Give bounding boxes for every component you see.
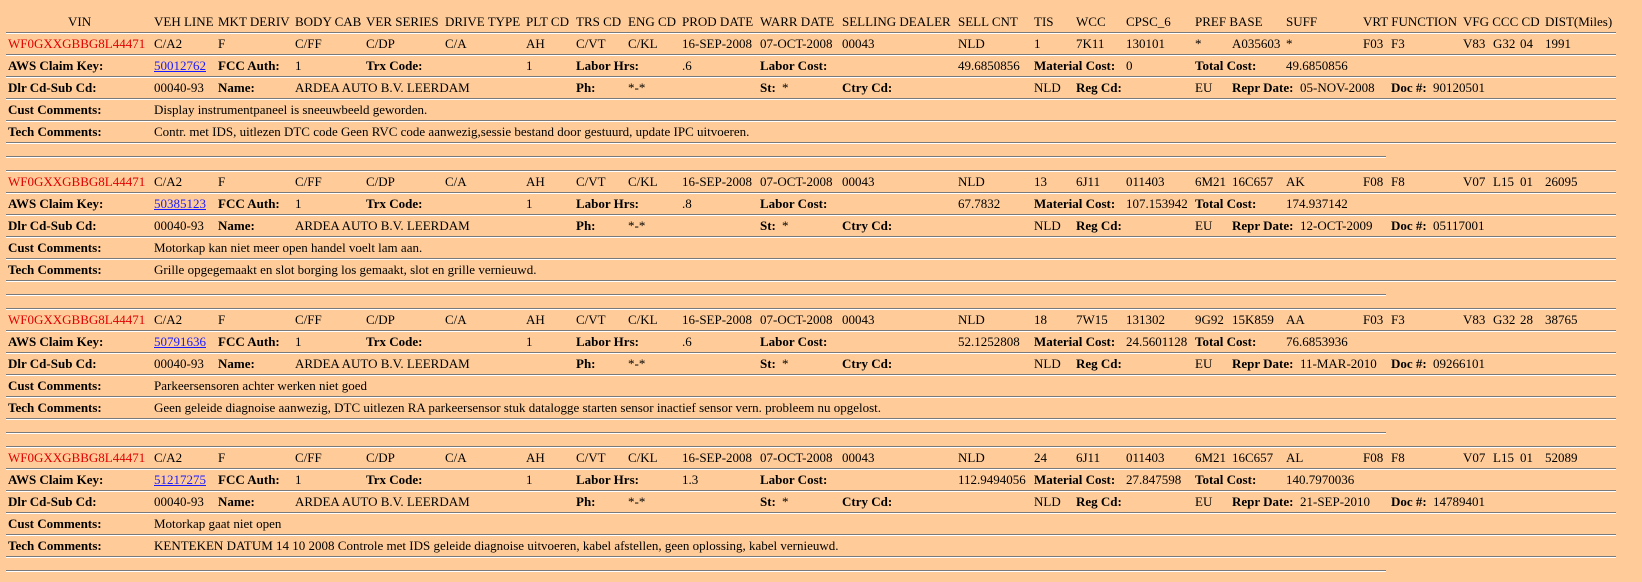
st-value: * (782, 356, 789, 371)
trs-value: C/VT (576, 36, 606, 51)
st-value: * (782, 80, 789, 95)
dist-value: 52089 (1545, 450, 1578, 465)
eng-value: C/KL (628, 174, 658, 189)
col-header-mkt-deriv: MKT DERIV (218, 14, 290, 29)
material-cost-label: Material Cost: (1034, 196, 1116, 211)
veh-line-value: C/A2 (154, 450, 183, 465)
drive-value: C/A (445, 36, 467, 51)
function-value: F3 (1391, 312, 1405, 327)
mkt-deriv-value: F (218, 450, 226, 465)
labor-cost-label: Labor Cost: (760, 196, 828, 211)
trs-value: C/VT (576, 450, 606, 465)
trx-code-value: 1 (526, 196, 533, 211)
ccc-value: L15 (1493, 174, 1514, 189)
cust-comments-value: Motorkap gaat niet open (154, 516, 282, 531)
divider (6, 352, 1616, 354)
ph-label: Ph: (576, 494, 596, 509)
body-value: C/FF (295, 450, 322, 465)
reg-cd-label: Reg Cd: (1076, 494, 1122, 509)
pref-value: 6M21 (1195, 450, 1227, 465)
col-header-warr-date: WARR DATE (760, 14, 835, 29)
eng-value: C/KL (628, 312, 658, 327)
claim-record-3 (0, 276, 1642, 416)
divider (6, 192, 1616, 194)
col-header-prod-date: PROD DATE (682, 14, 754, 29)
doc-label: Doc #: (1391, 218, 1427, 233)
ctry-cd-label: Ctry Cd: (842, 494, 893, 509)
trx-code-label: Trx Code: (366, 472, 423, 487)
st-value: * (782, 494, 789, 509)
divider (6, 396, 1616, 398)
tech-comments-label: Tech Comments: (8, 262, 102, 277)
ccc-value: G32 (1493, 312, 1516, 327)
st-label: St: (760, 80, 776, 95)
aws-claim-key-label: AWS Claim Key: (8, 334, 104, 349)
labor-hrs-value: .6 (682, 334, 692, 349)
repr-date-label: Repr Date: (1232, 494, 1294, 509)
reg-cd-label: Reg Cd: (1076, 218, 1122, 233)
dealer-value: 00043 (842, 450, 875, 465)
base-value: 16C657 (1232, 174, 1274, 189)
tech-comments-value: KENTEKEN DATUM 14 10 2008 Controle met IDS geleide diagnoise uitvoeren, kabel afstellen, geen oplossing, kabel vernieuwd. (154, 538, 839, 553)
labor-cost-label: Labor Cost: (760, 58, 828, 73)
reg-cd-value: EU (1195, 356, 1213, 371)
dlr-cd-value: 00040-93 (154, 218, 204, 233)
divider (6, 330, 1616, 332)
repr-date-value: 11-MAR-2010 (1300, 356, 1377, 371)
trs-value: C/VT (576, 312, 606, 327)
divider (6, 534, 1616, 536)
fcc-auth-label: FCC Auth: (218, 58, 280, 73)
fcc-auth-label: FCC Auth: (218, 196, 280, 211)
labor-hrs-value: 1.3 (682, 472, 699, 487)
reg-cd-value: EU (1195, 218, 1213, 233)
labor-hrs-value: .8 (682, 196, 692, 211)
cust-comments-label: Cust Comments: (8, 102, 102, 117)
tech-comments-label: Tech Comments: (8, 124, 102, 139)
vrt-value: F08 (1363, 450, 1384, 465)
divider (6, 98, 1616, 100)
sell-cnt-value: NLD (958, 174, 985, 189)
total-cost-label: Total Cost: (1195, 334, 1257, 349)
col-header-ver-series: VER SERIES (366, 14, 439, 29)
veh-line-value: C/A2 (154, 174, 183, 189)
fcc-auth-label: FCC Auth: (218, 334, 280, 349)
reg-cd-label: Reg Cd: (1076, 80, 1122, 95)
ccc-value: L15 (1493, 450, 1514, 465)
drive-value: C/A (445, 174, 467, 189)
reg-cd-value: EU (1195, 80, 1213, 95)
fcc-auth-value: 1 (295, 58, 302, 73)
material-cost-value: 0 (1126, 58, 1133, 73)
trx-code-value: 1 (526, 334, 533, 349)
ph-value: *-* (628, 494, 646, 509)
dealer-value: 00043 (842, 174, 875, 189)
divider (6, 512, 1616, 514)
repr-date-label: Repr Date: (1232, 356, 1294, 371)
mkt-deriv-value: F (218, 174, 226, 189)
suff-value: * (1286, 36, 1293, 51)
tis-value: 18 (1034, 312, 1047, 327)
claim-key-link[interactable]: 50012762 (154, 58, 206, 73)
cust-comments-label: Cust Comments: (8, 240, 102, 255)
doc-label: Doc #: (1391, 494, 1427, 509)
drive-value: C/A (445, 312, 467, 327)
total-cost-value: 140.7970036 (1286, 472, 1355, 487)
tech-comments-value: Grille opgegemaakt en slot borging los gemaakt, slot en grille vernieuwd. (154, 262, 537, 277)
aws-claim-key-label: AWS Claim Key: (8, 58, 104, 73)
ctry-cd-value: NLD (1034, 218, 1061, 233)
col-header-trs-cd: TRS CD (576, 14, 622, 29)
ver-value: C/DP (366, 174, 395, 189)
divider (6, 170, 1616, 172)
dlr-cd-label: Dlr Cd-Sub Cd: (8, 80, 97, 95)
labor-cost-value: 67.7832 (958, 196, 1001, 211)
wcc-value: 6J11 (1076, 174, 1101, 189)
divider (6, 556, 1616, 558)
doc-value: 14789401 (1433, 494, 1485, 509)
col-header-wcc: WCC (1076, 14, 1106, 29)
claim-record-1 (0, 0, 1642, 140)
claim-key-link[interactable]: 51217275 (154, 472, 206, 487)
cpsc-value: 011403 (1126, 174, 1165, 189)
cust-comments-value: Motorkap kan niet meer open handel voelt lam aan. (154, 240, 423, 255)
vin-value: WF0GXXGBBG8L44471 (8, 312, 146, 327)
dlr-cd-label: Dlr Cd-Sub Cd: (8, 494, 97, 509)
col-header-cpsc: CPSC_6 (1126, 14, 1171, 29)
doc-value: 09266101 (1433, 356, 1485, 371)
warr-date-value: 07-OCT-2008 (760, 450, 833, 465)
col-header-veh-line: VEH LINE (154, 14, 214, 29)
reg-cd-label: Reg Cd: (1076, 356, 1122, 371)
ver-value: C/DP (366, 36, 395, 51)
ctry-cd-value: NLD (1034, 494, 1061, 509)
labor-hrs-label: Labor Hrs: (576, 196, 639, 211)
col-header-selling-dealer: SELLING DEALER (842, 14, 951, 29)
name-label: Name: (218, 218, 255, 233)
cd-value: 04 (1520, 36, 1533, 51)
ph-label: Ph: (576, 80, 596, 95)
trx-code-label: Trx Code: (366, 196, 423, 211)
cust-comments-value: Display instrumentpaneel is sneeuwbeeld geworden. (154, 102, 428, 117)
aws-claim-key-label: AWS Claim Key: (8, 472, 104, 487)
vrt-value: F08 (1363, 174, 1384, 189)
divider (6, 54, 1616, 56)
fcc-auth-label: FCC Auth: (218, 472, 280, 487)
body-value: C/FF (295, 174, 322, 189)
dealer-name-value: ARDEA AUTO B.V. LEERDAM (295, 494, 470, 509)
labor-cost-value: 52.1252808 (958, 334, 1020, 349)
vfg-value: V07 (1463, 450, 1486, 465)
col-header-suff: SUFF (1286, 14, 1318, 29)
doc-value: 05117001 (1433, 218, 1485, 233)
cpsc-value: 011403 (1126, 450, 1165, 465)
ctry-cd-value: NLD (1034, 80, 1061, 95)
plt-value: AH (526, 312, 545, 327)
col-header-sell-cnt: SELL CNT (958, 14, 1018, 29)
warr-date-value: 07-OCT-2008 (760, 36, 833, 51)
material-cost-value: 27.847598 (1126, 472, 1182, 487)
dlr-cd-value: 00040-93 (154, 494, 204, 509)
record-separator (6, 570, 1386, 572)
cpsc-value: 130101 (1126, 36, 1165, 51)
ph-value: *-* (628, 218, 646, 233)
eng-value: C/KL (628, 450, 658, 465)
fcc-auth-value: 1 (295, 334, 302, 349)
tech-comments-label: Tech Comments: (8, 538, 102, 553)
function-value: F8 (1391, 174, 1405, 189)
vin-value: WF0GXXGBBG8L44471 (8, 174, 146, 189)
cd-value: 01 (1520, 174, 1533, 189)
prod-date-value: 16-SEP-2008 (682, 312, 753, 327)
pref-value: * (1195, 36, 1202, 51)
repr-date-value: 21-SEP-2010 (1300, 494, 1371, 509)
col-header-vin: VIN (68, 14, 92, 29)
prod-date-value: 16-SEP-2008 (682, 36, 753, 51)
claim-record-4 (0, 414, 1642, 554)
doc-value: 90120501 (1433, 80, 1485, 95)
wcc-value: 7W15 (1076, 312, 1108, 327)
repr-date-label: Repr Date: (1232, 80, 1294, 95)
col-header-vrt-function: VRT FUNCTION (1363, 14, 1457, 29)
ctry-cd-label: Ctry Cd: (842, 356, 893, 371)
dist-value: 1991 (1545, 36, 1571, 51)
total-cost-value: 76.6853936 (1286, 334, 1348, 349)
total-cost-label: Total Cost: (1195, 196, 1257, 211)
prod-date-value: 16-SEP-2008 (682, 450, 753, 465)
sell-cnt-value: NLD (958, 36, 985, 51)
veh-line-value: C/A2 (154, 312, 183, 327)
labor-hrs-value: .6 (682, 58, 692, 73)
vin-value: WF0GXXGBBG8L44471 (8, 36, 146, 51)
total-cost-label: Total Cost: (1195, 58, 1257, 73)
cust-comments-label: Cust Comments: (8, 378, 102, 393)
vrt-value: F03 (1363, 312, 1384, 327)
material-cost-label: Material Cost: (1034, 472, 1116, 487)
col-header-vfg-ccc-cd: VFG CCC CD (1463, 14, 1540, 29)
suff-value: AA (1286, 312, 1305, 327)
labor-hrs-label: Labor Hrs: (576, 334, 639, 349)
warr-date-value: 07-OCT-2008 (760, 174, 833, 189)
fcc-auth-value: 1 (295, 196, 302, 211)
plt-value: AH (526, 450, 545, 465)
labor-cost-value: 49.6850856 (958, 58, 1020, 73)
prod-date-value: 16-SEP-2008 (682, 174, 753, 189)
claim-record-2 (0, 138, 1642, 278)
vin-value: WF0GXXGBBG8L44471 (8, 450, 146, 465)
ph-value: *-* (628, 80, 646, 95)
ver-value: C/DP (366, 450, 395, 465)
labor-hrs-label: Labor Hrs: (576, 472, 639, 487)
col-header-body-cab: BODY CAB (295, 14, 362, 29)
repr-date-value: 05-NOV-2008 (1300, 80, 1375, 95)
warr-date-value: 07-OCT-2008 (760, 312, 833, 327)
function-value: F3 (1391, 36, 1405, 51)
tech-comments-value: Geen geleide diagnoise aanwezig, DTC uitlezen RA parkeersensor stuk datalogge starten sensor inactief sensor vern. probleem nu opgelost. (154, 400, 882, 415)
divider (6, 258, 1616, 260)
mkt-deriv-value: F (218, 36, 226, 51)
divider (6, 236, 1616, 238)
doc-label: Doc #: (1391, 356, 1427, 371)
pref-value: 9G92 (1195, 312, 1224, 327)
sell-cnt-value: NLD (958, 450, 985, 465)
cust-comments-value: Parkeersensoren achter werken niet goed (154, 378, 367, 393)
ctry-cd-label: Ctry Cd: (842, 218, 893, 233)
labor-cost-value: 112.9494056 (958, 472, 1026, 487)
function-value: F8 (1391, 450, 1405, 465)
labor-cost-label: Labor Cost: (760, 472, 828, 487)
ph-label: Ph: (576, 356, 596, 371)
name-label: Name: (218, 80, 255, 95)
plt-value: AH (526, 174, 545, 189)
aws-claim-key-label: AWS Claim Key: (8, 196, 104, 211)
wcc-value: 6J11 (1076, 450, 1101, 465)
trx-code-label: Trx Code: (366, 334, 423, 349)
ph-value: *-* (628, 356, 646, 371)
sell-cnt-value: NLD (958, 312, 985, 327)
name-label: Name: (218, 356, 255, 371)
trx-code-value: 1 (526, 58, 533, 73)
labor-cost-label: Labor Cost: (760, 334, 828, 349)
cust-comments-label: Cust Comments: (8, 516, 102, 531)
drive-value: C/A (445, 450, 467, 465)
col-header-plt-cd: PLT CD (526, 14, 569, 29)
col-header-pref-base: PREF BASE (1195, 14, 1263, 29)
vfg-value: V83 (1463, 312, 1486, 327)
mkt-deriv-value: F (218, 312, 226, 327)
body-value: C/FF (295, 312, 322, 327)
tech-comments-label: Tech Comments: (8, 400, 102, 415)
divider (6, 468, 1616, 470)
repr-date-value: 12-OCT-2009 (1300, 218, 1373, 233)
claim-key-link[interactable]: 50791636 (154, 334, 206, 349)
material-cost-label: Material Cost: (1034, 58, 1116, 73)
col-header-drive-type: DRIVE TYPE (445, 14, 521, 29)
total-cost-value: 49.6850856 (1286, 58, 1348, 73)
trs-value: C/VT (576, 174, 606, 189)
divider (6, 214, 1616, 216)
dealer-name-value: ARDEA AUTO B.V. LEERDAM (295, 80, 470, 95)
dist-value: 26095 (1545, 174, 1578, 189)
vfg-value: V07 (1463, 174, 1486, 189)
st-label: St: (760, 356, 776, 371)
tis-value: 1 (1034, 36, 1041, 51)
dlr-cd-value: 00040-93 (154, 80, 204, 95)
col-header-eng-cd: ENG CD (628, 14, 677, 29)
divider (6, 76, 1616, 78)
body-value: C/FF (295, 36, 322, 51)
ctry-cd-label: Ctry Cd: (842, 80, 893, 95)
material-cost-value: 24.5601128 (1126, 334, 1188, 349)
ctry-cd-value: NLD (1034, 356, 1061, 371)
divider (6, 120, 1616, 122)
doc-label: Doc #: (1391, 80, 1427, 95)
tech-comments-value: Contr. met IDS, uitlezen DTC code Geen RVC code aanwezig,sessie bestand door gestuurd, update IPC uitvoeren. (154, 124, 750, 139)
cd-value: 28 (1520, 312, 1533, 327)
col-header-dist: DIST(Miles) (1545, 14, 1613, 29)
plt-value: AH (526, 36, 545, 51)
trx-code-label: Trx Code: (366, 58, 423, 73)
divider (6, 374, 1616, 376)
ccc-value: G32 (1493, 36, 1516, 51)
cd-value: 01 (1520, 450, 1533, 465)
dist-value: 38765 (1545, 312, 1578, 327)
divider (6, 32, 1616, 34)
tis-value: 24 (1034, 450, 1047, 465)
veh-line-value: C/A2 (154, 36, 183, 51)
ph-label: Ph: (576, 218, 596, 233)
wcc-value: 7K11 (1076, 36, 1105, 51)
reg-cd-value: EU (1195, 494, 1213, 509)
trx-code-value: 1 (526, 472, 533, 487)
divider (6, 308, 1616, 310)
pref-value: 6M21 (1195, 174, 1227, 189)
vrt-value: F03 (1363, 36, 1384, 51)
labor-hrs-label: Labor Hrs: (576, 58, 639, 73)
dlr-cd-label: Dlr Cd-Sub Cd: (8, 218, 97, 233)
dlr-cd-value: 00040-93 (154, 356, 204, 371)
st-label: St: (760, 218, 776, 233)
total-cost-label: Total Cost: (1195, 472, 1257, 487)
dlr-cd-label: Dlr Cd-Sub Cd: (8, 356, 97, 371)
total-cost-value: 174.937142 (1286, 196, 1348, 211)
dealer-name-value: ARDEA AUTO B.V. LEERDAM (295, 356, 470, 371)
eng-value: C/KL (628, 36, 658, 51)
repr-date-label: Repr Date: (1232, 218, 1294, 233)
suff-value: AK (1286, 174, 1305, 189)
cpsc-value: 131302 (1126, 312, 1165, 327)
vfg-value: V83 (1463, 36, 1486, 51)
name-label: Name: (218, 494, 255, 509)
st-label: St: (760, 494, 776, 509)
tis-value: 13 (1034, 174, 1047, 189)
dealer-value: 00043 (842, 36, 875, 51)
material-cost-label: Material Cost: (1034, 334, 1116, 349)
dealer-name-value: ARDEA AUTO B.V. LEERDAM (295, 218, 470, 233)
suff-value: AL (1286, 450, 1304, 465)
base-value: 16C657 (1232, 450, 1274, 465)
fcc-auth-value: 1 (295, 472, 302, 487)
ver-value: C/DP (366, 312, 395, 327)
divider (6, 446, 1616, 448)
dealer-value: 00043 (842, 312, 875, 327)
base-value: 15K859 (1232, 312, 1274, 327)
material-cost-value: 107.153942 (1126, 196, 1188, 211)
col-header-tis: TIS (1034, 14, 1054, 29)
claim-key-link[interactable]: 50385123 (154, 196, 206, 211)
base-value: A035603 (1232, 36, 1281, 51)
divider (6, 490, 1616, 492)
st-value: * (782, 218, 789, 233)
